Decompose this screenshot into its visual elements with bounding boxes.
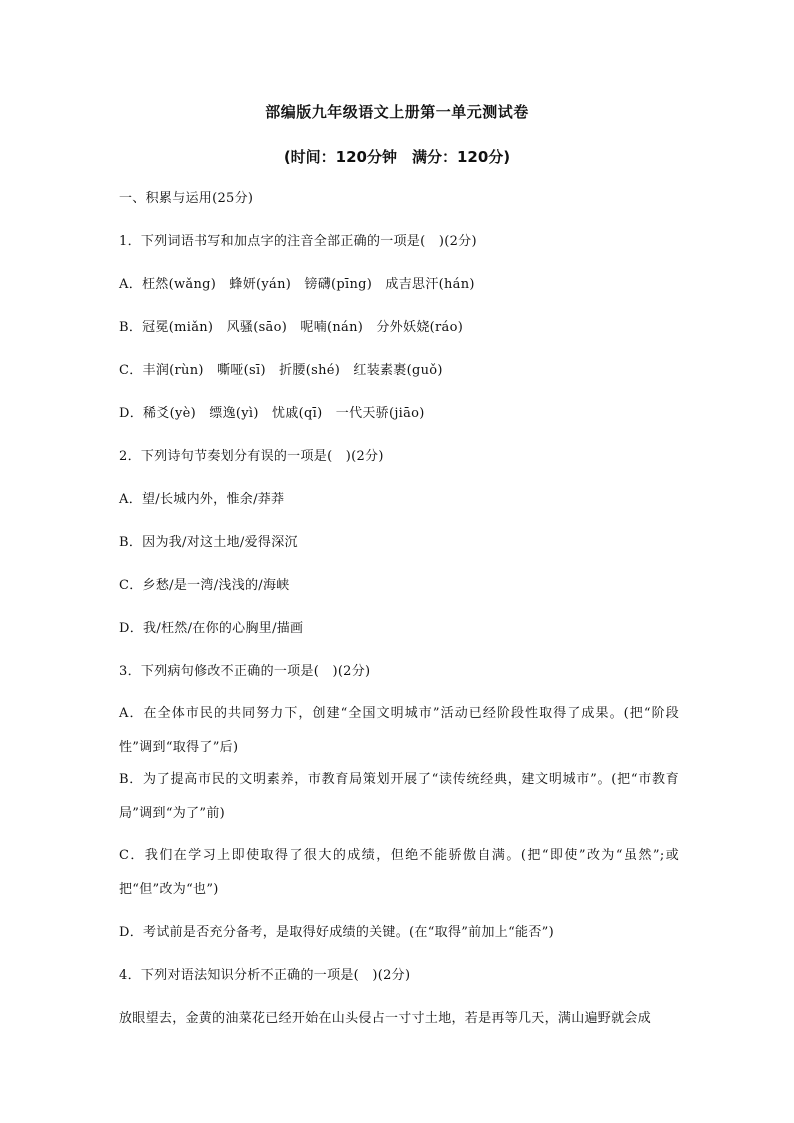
question-1-option-a: A．枉然(wǎng) 蜂妍(yán) 镑礴(pīng) 成吉思汗(hán)	[119, 277, 475, 292]
section-heading: 一、积累与运用(25分)	[119, 191, 254, 206]
question-4-passage: 放眼望去，金黄的油菜花已经开始在山头侵占一寸寸土地，若是再等几天，满山遍野就会成	[119, 1011, 652, 1026]
question-1-option-b: B．冠冕(miǎn) 风骚(sāo) 呢喃(nán) 分外妖娆(ráo)	[119, 320, 464, 335]
question-2-stem: 2．下列诗句节奏划分有误的一项是( )(2分)	[119, 449, 384, 464]
question-2-option-c: C．乡愁/是一湾/浅浅的/海峡	[119, 578, 290, 593]
document-title: 部编版九年级语文上册第一单元测试卷	[265, 103, 529, 121]
question-2-option-d: D．我/枉然/在你的心胸里/描画	[119, 621, 304, 636]
question-2-option-a: A．望/长城内外，惟余/莽莽	[119, 492, 285, 507]
question-1-option-c: C．丰润(rùn) 嘶哑(sī) 折腰(shé) 红装素裹(guǒ)	[119, 363, 443, 378]
question-3-option-a: A．在全体市民的共同努力下，创建“全国文明城市”活动已经阶段性取得了成果。(把“阶段性”调到“取得了”后)	[119, 706, 679, 755]
document-subtitle: (时间：120分钟 满分：120分)	[283, 148, 511, 166]
question-2-option-b: B．因为我/对这土地/爱得深沉	[119, 535, 298, 550]
question-3-option-c: C．我们在学习上即使取得了很大的成绩，但绝不能骄傲自满。(把“即使”改为“虽然”;或把“但”改为“也”)	[119, 848, 679, 897]
question-3-option-d: D．考试前是否充分备考，是取得好成绩的关键。(在“取得”前加上“能否”)	[119, 925, 554, 940]
question-4-stem: 4．下列对语法知识分析不正确的一项是( )(2分)	[119, 968, 411, 983]
question-1-option-d: D．稀爻(yè) 缥逸(yì) 忧戚(qī) 一代天骄(jiāo)	[119, 406, 425, 421]
question-3-stem: 3．下列病句修改不正确的一项是( )(2分)	[119, 664, 371, 679]
question-3-option-b: B．为了提高市民的文明素养，市教育局策划开展了“读传统经典，建文明城市”。(把“市教育局”调到“为了”前)	[119, 772, 679, 821]
question-1-stem: 1．下列词语书写和加点字的注音全部正确的一项是( )(2分)	[119, 234, 477, 249]
